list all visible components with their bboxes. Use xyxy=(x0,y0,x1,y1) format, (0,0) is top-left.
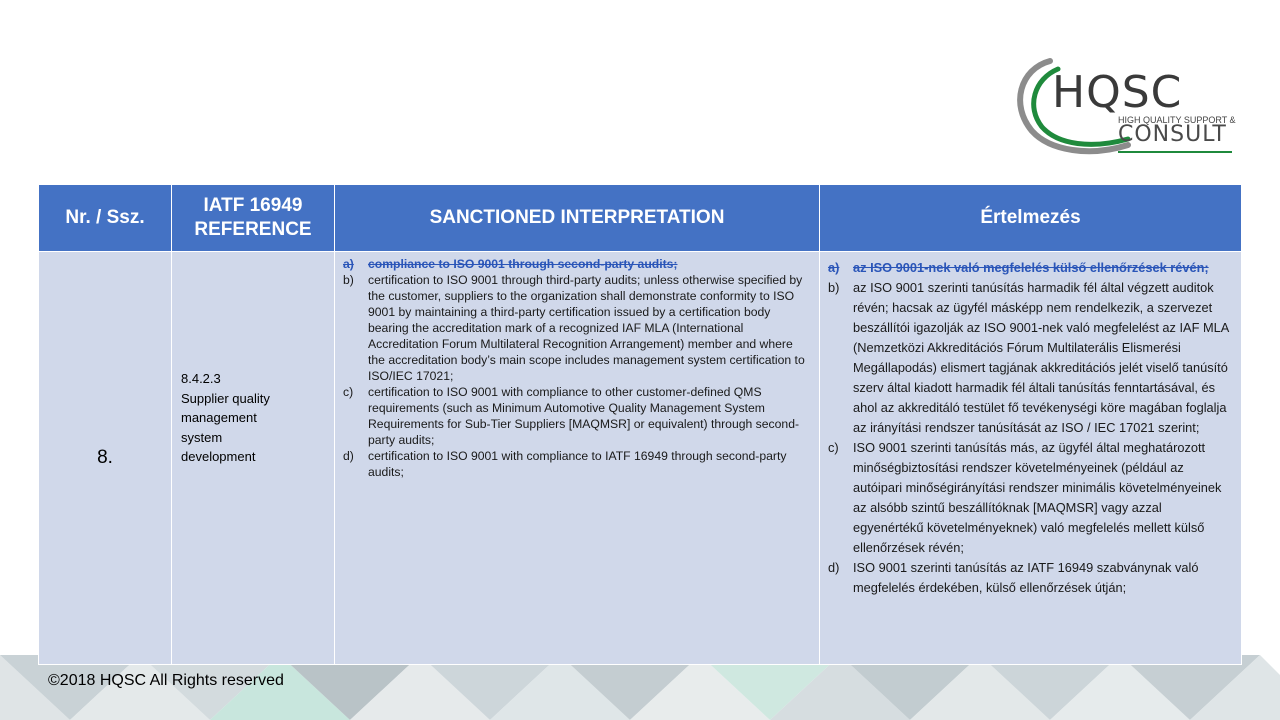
header-iatf-reference xyxy=(172,185,335,252)
list-item xyxy=(343,384,811,448)
cell-reference xyxy=(172,252,335,665)
header-nr-label: Nr. / Ssz. xyxy=(65,207,145,229)
table-header-row xyxy=(39,185,1242,252)
item-text: ISO 9001 szerinti tanúsítás más, az ügyfél által meghatározott minőségbiztosítási rendszer követelményeinek (például az autóipari minőségirányítási rendszer minimális követelményeinek az alsóbb szintű beszállítóknak [MAQMSR] vagy azzal egyenértékű követelményeknek) való megfelelés mellett külső ellenőrzések révén; xyxy=(853,440,1222,555)
hqsc-logo xyxy=(1010,55,1250,163)
header-sanctioned xyxy=(335,185,820,252)
reference-clause: 8.4.2.3 xyxy=(181,371,221,387)
list-item xyxy=(828,258,1233,278)
item-label: b) xyxy=(343,273,354,287)
list-item xyxy=(343,448,811,480)
item-text: certification to ISO 9001 through third-party audits; unless otherwise specified by the customer, suppliers to the organization shall demonstrate conformity to ISO 9001 by maintaining a third-party certification issued by a certification body bearing the accreditation mark of a recognized IAF MLA (International Accreditation Forum Multilateral Recognition Arrangement) member and where the accreditation body’s main scope includes management system certification to ISO/IEC 17021; xyxy=(368,273,805,383)
logo-underline xyxy=(1118,151,1232,153)
cell-nr xyxy=(39,252,172,665)
item-text: az ISO 9001-nek való megfelelés külső ellenőrzések révén; xyxy=(853,260,1209,275)
item-text: ISO 9001 szerinti tanúsítás az IATF 16949 szabványnak való megfelelés érdekében, külső ellenőrzések útján; xyxy=(853,560,1199,595)
header-nr xyxy=(39,185,172,252)
item-label: a) xyxy=(343,257,354,271)
item-label: c) xyxy=(828,440,839,455)
logo-consult: CONSULT xyxy=(1118,122,1227,147)
list-item xyxy=(828,558,1233,598)
table-row xyxy=(39,252,1242,665)
row-number: 8. xyxy=(97,447,113,468)
reference-title-4: development xyxy=(181,449,256,465)
item-label: d) xyxy=(828,560,840,575)
cell-ertelmezes xyxy=(820,252,1242,665)
list-item xyxy=(828,278,1233,438)
header-sanctioned-label: SANCTIONED INTERPRETATION xyxy=(429,207,725,229)
copyright-footer: ©2018 HQSC All Rights reserved xyxy=(48,672,284,689)
item-text: certification to ISO 9001 with compliance to other customer-defined QMS requirements (such as Minimum Automotive Quality Management System Requirements for Sub-Tier Suppliers [MAQMSR] or equivalent) through second-party audits; xyxy=(368,385,800,447)
item-label: c) xyxy=(343,385,354,399)
interpretation-table xyxy=(38,184,1242,665)
item-label: d) xyxy=(343,449,354,463)
item-label: b) xyxy=(828,280,840,295)
sanctioned-list xyxy=(335,252,819,480)
header-ertelmezes-label: Értelmezés xyxy=(980,207,1081,229)
logo-wordmark: HQSC xyxy=(1052,67,1183,118)
list-item xyxy=(343,256,811,272)
item-text: compliance to ISO 9001 through second-party audits; xyxy=(368,257,678,271)
item-text: az ISO 9001 szerinti tanúsítás harmadik fél által végzett auditok révén; hacsak az ügyfél másképp nem rendelkezik, a szervezet beszállítói igazolják az ISO 9001-nek való megfelelést az IAF MLA (Nemzetközi Akkreditációs Fórum Multilaterális Elismerési Megállapodás) elismert tagjának akkreditációs jelét viselő tanúsító szerv által kiadott harmadik fél általi tanúsítás fenntartásával, és ahol az akkreditáló testület fő tevékenységi köre magában foglalja az irányítási rendszer tanúsítását az ISO / IEC 17021 szerint; xyxy=(853,280,1229,435)
header-ertelmezes xyxy=(820,185,1242,252)
reference-title-1: Supplier quality xyxy=(181,390,270,406)
logo-tagline: HIGH QUALITY SUPPORT & xyxy=(1118,115,1236,125)
reference-title-3: system xyxy=(181,429,223,445)
reference-title-2: management xyxy=(181,410,257,426)
cell-sanctioned xyxy=(335,252,820,665)
header-iatf-line2: REFERENCE xyxy=(194,219,312,240)
list-item xyxy=(343,272,811,384)
item-text: certification to ISO 9001 with compliance to IATF 16949 through second-party audits; xyxy=(368,449,787,479)
ertelmezes-list xyxy=(820,252,1241,598)
item-label: a) xyxy=(828,260,840,275)
list-item xyxy=(828,438,1233,558)
header-iatf-line1: IATF 16949 xyxy=(203,195,303,217)
